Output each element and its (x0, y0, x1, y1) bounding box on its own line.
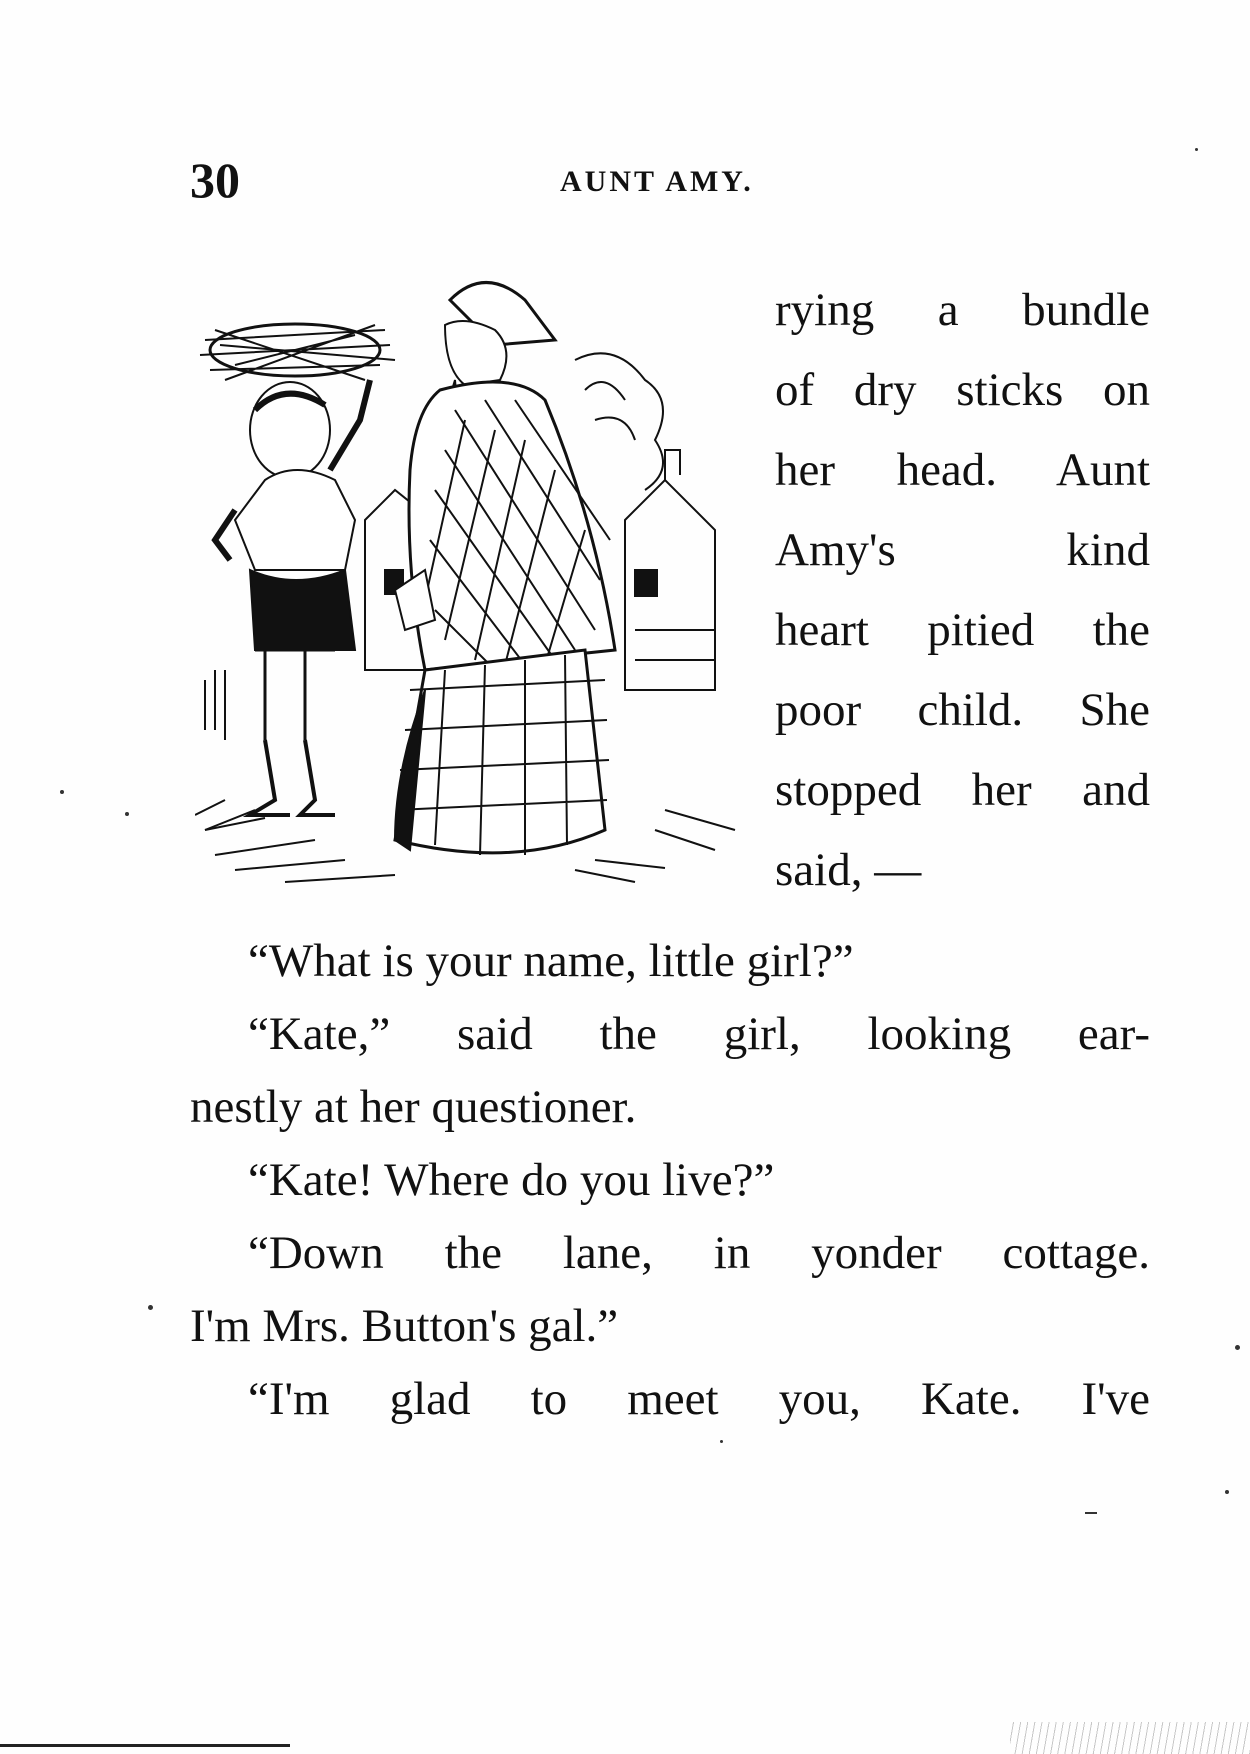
side-column (775, 270, 1150, 910)
scan-speck (1235, 1345, 1240, 1350)
text-line: poor child. She (775, 684, 1150, 736)
text-line: rying a bundle (775, 284, 1150, 336)
text-line: said, — (775, 844, 922, 896)
text-line: her head. Aunt (775, 444, 1150, 496)
scan-speck (1225, 1490, 1229, 1494)
scan-noise (1010, 1722, 1250, 1754)
engraving-illustration (195, 270, 755, 910)
scan-speck (125, 812, 129, 816)
page-number: 30 (190, 152, 240, 208)
text-line: “I'm glad to meet you, Kate. I've (248, 1373, 1150, 1425)
scan-speck (1195, 148, 1198, 151)
body-text (190, 925, 1150, 1436)
scan-speck (148, 1305, 153, 1310)
scan-speck (1085, 1512, 1097, 1514)
scan-speck (60, 790, 64, 794)
running-head (190, 150, 1140, 210)
woman-in-bonnet (395, 283, 615, 856)
text-line: “Down the lane, in yonder cottage. (248, 1227, 1150, 1279)
text-line: I'm Mrs. Button's gal.” (190, 1300, 619, 1352)
text-line: Amy's kind (775, 524, 1150, 576)
bottom-rule (0, 1744, 290, 1747)
text-line: of dry sticks on (775, 364, 1150, 416)
scan-speck (720, 1440, 723, 1443)
text-line: stopped her and (775, 764, 1150, 816)
text-line: “Kate,” said the girl, looking ear- (248, 1008, 1150, 1060)
text-line: heart pitied the (775, 604, 1150, 656)
running-title: AUNT AMY. (560, 165, 754, 198)
text-line: “What is your name, little girl?” (248, 935, 854, 987)
text-line: nestly at her questioner. (190, 1081, 637, 1133)
text-line: “Kate! Where do you live?” (248, 1154, 775, 1206)
